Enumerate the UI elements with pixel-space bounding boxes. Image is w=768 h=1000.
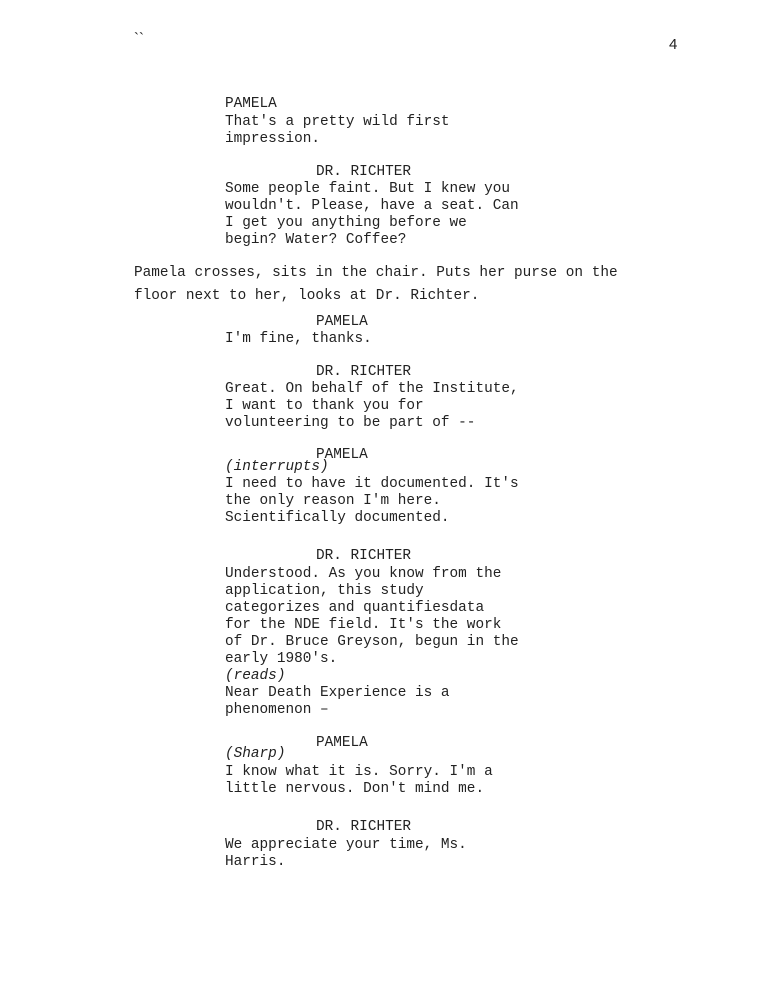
dialogue-line: application, this study [225, 583, 424, 599]
action-line: Pamela crosses, sits in the chair. Puts her purse on the [134, 265, 618, 281]
parenthetical: (Sharp) [225, 746, 286, 762]
character-name: PAMELA [225, 96, 277, 112]
dialogue-line: Scientifically documented. [225, 510, 450, 526]
character-name: DR. RICHTER [316, 548, 411, 564]
action-line: floor next to her, looks at Dr. Richter. [134, 288, 480, 304]
dialogue-line: wouldn't. Please, have a seat. Can [225, 198, 519, 214]
character-name: DR. RICHTER [316, 164, 411, 180]
corner-mark: `` [134, 30, 144, 47]
dialogue-line: I want to thank you for [225, 398, 424, 414]
dialogue-line: little nervous. Don't mind me. [225, 781, 485, 797]
dialogue-line: categorizes and quantifiesdata [225, 600, 485, 616]
dialogue-line: I need to have it documented. It's [225, 476, 519, 492]
dialogue-line: I get you anything before we [225, 215, 467, 231]
dialogue-line: for the NDE field. It's the work [225, 617, 502, 633]
dialogue-line: I'm fine, thanks. [225, 331, 372, 347]
dialogue-line: of Dr. Bruce Greyson, begun in the [225, 634, 519, 650]
dialogue-line: early 1980's. [225, 651, 338, 667]
dialogue-line: volunteering to be part of -- [225, 415, 476, 431]
dialogue-line: the only reason I'm here. [225, 493, 441, 509]
dialogue-line: Harris. [225, 854, 286, 870]
dialogue-line: impression. [225, 131, 320, 147]
dialogue-line: Great. On behalf of the Institute, [225, 381, 519, 397]
page-number: 4 [669, 36, 678, 53]
character-name: PAMELA [316, 314, 368, 330]
dialogue-line: Some people faint. But I knew you [225, 181, 510, 197]
parenthetical: (reads) [225, 668, 286, 684]
parenthetical: (interrupts) [225, 459, 329, 475]
dialogue-line: begin? Water? Coffee? [225, 232, 407, 248]
character-name: DR. RICHTER [316, 819, 411, 835]
character-name: PAMELA [316, 735, 368, 751]
dialogue-line: Near Death Experience is a [225, 685, 450, 701]
dialogue-line: We appreciate your time, Ms. [225, 837, 467, 853]
dialogue-line: I know what it is. Sorry. I'm a [225, 764, 493, 780]
dialogue-line: phenomenon – [225, 702, 329, 718]
character-name: PAMELA [316, 447, 368, 463]
dialogue-line: Understood. As you know from the [225, 566, 502, 582]
character-name: DR. RICHTER [316, 364, 411, 380]
dialogue-line: That's a pretty wild first [225, 114, 450, 130]
